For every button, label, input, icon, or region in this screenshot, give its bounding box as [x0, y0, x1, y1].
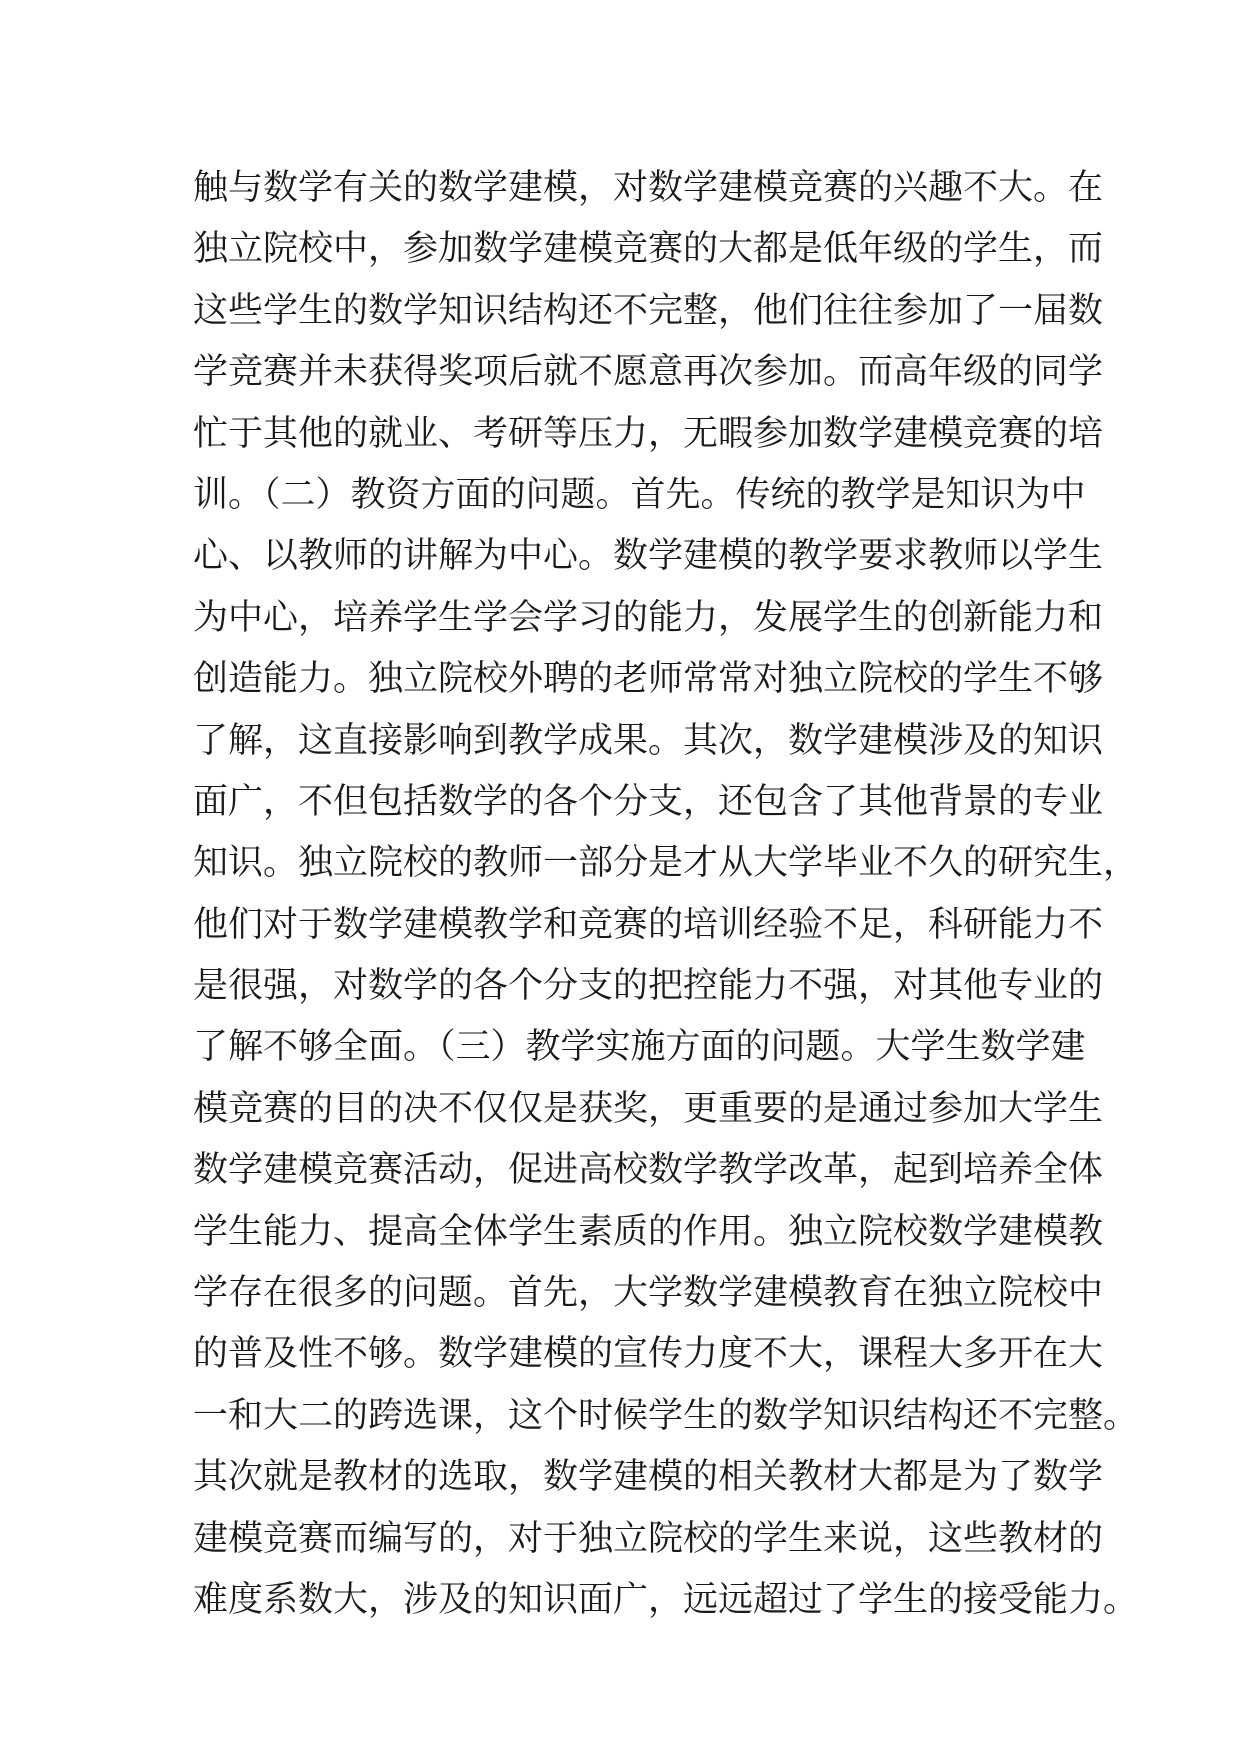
text-line-6: 训。（二）教资方面的问题。首先。传统的教学是知识为中 [193, 474, 1086, 515]
text-line-8: 为中心，培养学生学会学习的能力，发展学生的创新能力和 [193, 597, 1104, 638]
text-line-21: 一和大二的跨选课，这个时候学生的数学知识结构还不完整。 [193, 1395, 1139, 1436]
text-line-22: 其次就是教材的选取，数学建模的相关教材大都是为了数学 [193, 1457, 1104, 1498]
text-line-13: 他们对于数学建模教学和竞赛的培训经验不足，科研能力不 [193, 904, 1104, 945]
text-line-9: 创造能力。独立院校外聘的老师常常对独立院校的学生不够 [193, 659, 1104, 700]
text-line-3: 这些学生的数学知识结构还不完整，他们往往参加了一届数 [193, 290, 1104, 331]
text-line-24: 难度系数大，涉及的知识面广，远远超过了学生的接受能力。 [193, 1579, 1139, 1620]
text-line-10: 了解，这直接影响到教学成果。其次，数学建模涉及的知识 [193, 720, 1104, 761]
text-line-12: 知识。独立院校的教师一部分是才从大学毕业不久的研究生， [193, 843, 1139, 884]
text-line-16: 模竞赛的目的决不仅仅是获奖，更重要的是通过参加大学生 [193, 1088, 1104, 1129]
text-line-14: 是很强，对数学的各个分支的把控能力不强，对其他专业的 [193, 966, 1104, 1007]
text-line-1: 触与数学有关的数学建模，对数学建模竞赛的兴趣不大。在 [193, 168, 1104, 208]
text-line-20: 的普及性不够。数学建模的宣传力度不大，课程大多开在大 [193, 1334, 1104, 1375]
text-line-2: 独立院校中，参加数学建模竞赛的大都是低年级的学生，而 [193, 229, 1104, 270]
text-line-18: 学生能力、提高全体学生素质的作用。独立院校数学建模教 [193, 1211, 1104, 1252]
text-line-5: 忙于其他的就业、考研等压力，无暇参加数学建模竞赛的培 [193, 413, 1104, 454]
text-line-11: 面广，不但包括数学的各个分支，还包含了其他背景的专业 [193, 781, 1104, 822]
text-line-23: 建模竞赛而编写的，对于独立院校的学生来说，这些教材的 [193, 1518, 1104, 1559]
text-line-19: 学存在很多的问题。首先，大学数学建模教育在独立院校中 [193, 1273, 1104, 1314]
body-paragraph [193, 158, 1139, 1631]
text-line-7: 心、以教师的讲解为中心。数学建模的教学要求教师以学生 [193, 536, 1104, 577]
text-line-15: 了解不够全面。（三）教学实施方面的问题。大学生数学建 [193, 1027, 1086, 1068]
text-line-4: 学竞赛并未获得奖项后就不愿意再次参加。而高年级的同学 [193, 352, 1104, 393]
text-line-17: 数学建模竞赛活动，促进高校数学教学改革，起到培养全体 [193, 1150, 1104, 1191]
